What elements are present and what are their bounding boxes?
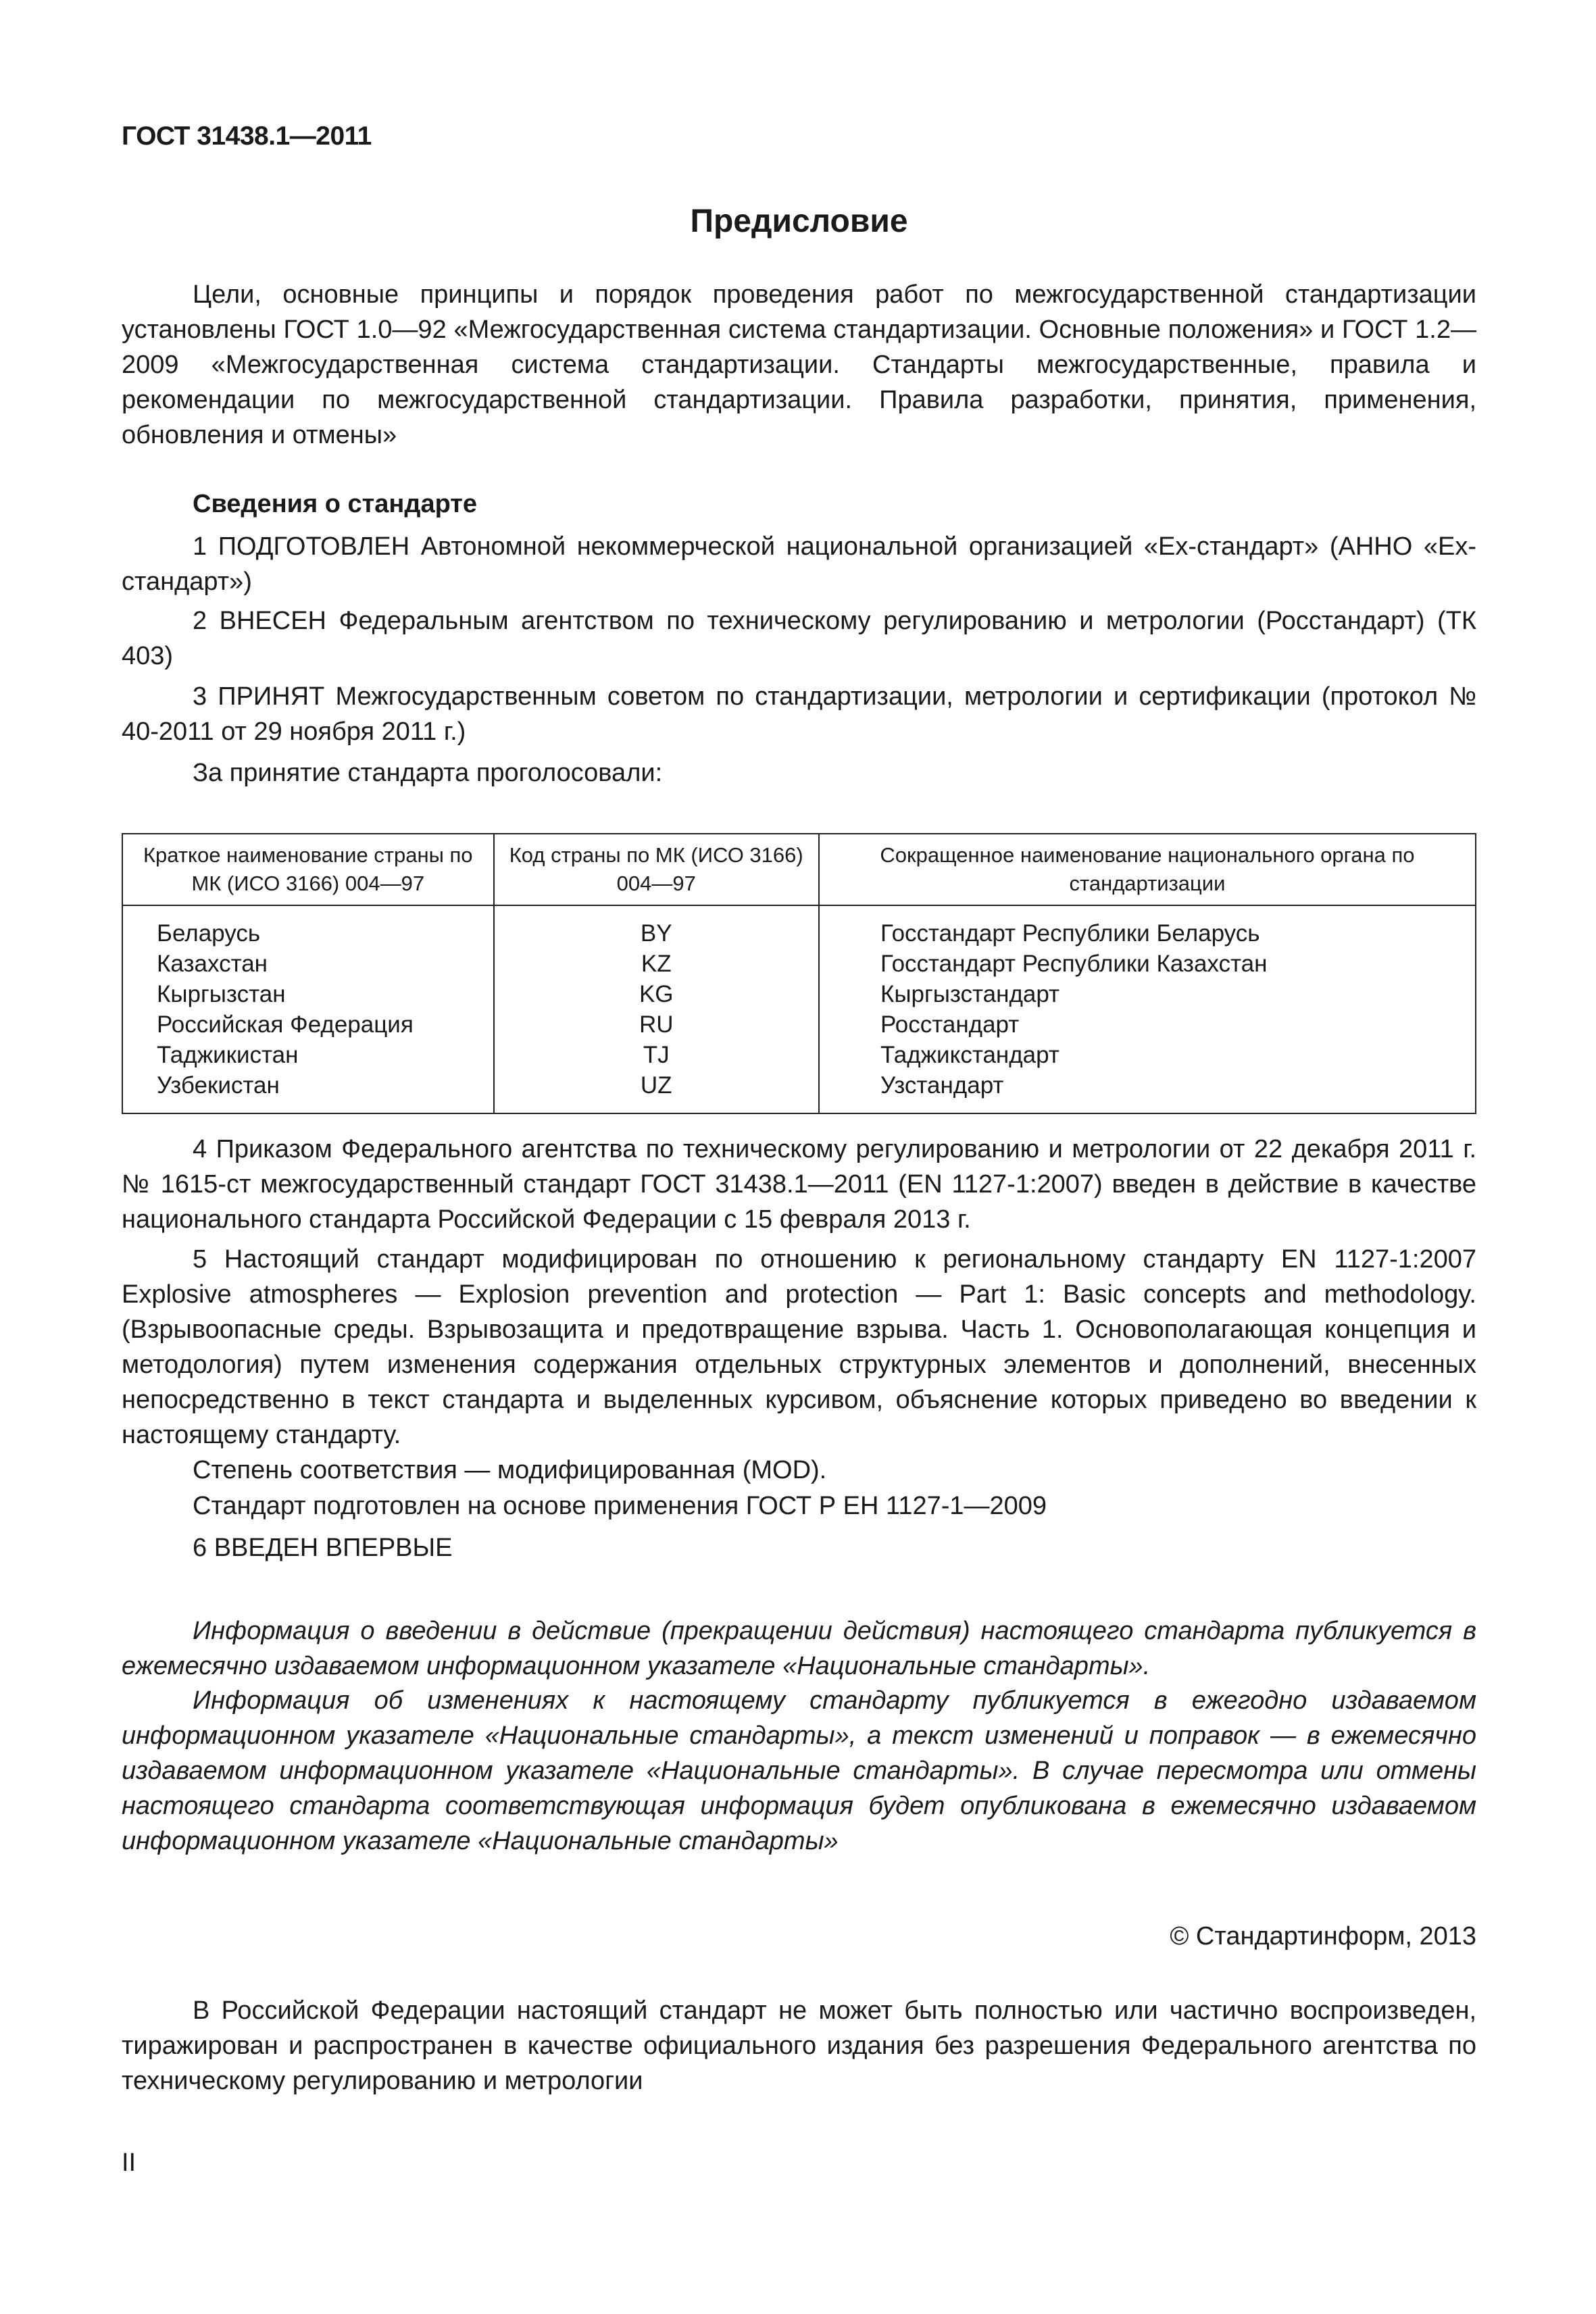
organization-cell: Госстандарт Республики Беларусь [819, 905, 1476, 949]
column-header-organization: Сокращенное наименование национального органа по стандартизации [819, 834, 1476, 905]
page-number: II [122, 2148, 136, 2177]
copyright-line: © Стандартинформ, 2013 [1170, 1922, 1476, 1951]
country-cell: Таджикистан [122, 1040, 494, 1070]
section-heading: Сведения о стандарте [193, 490, 478, 518]
country-cell: Беларусь [122, 905, 494, 949]
item-3-paragraph: 3 ПРИНЯТ Межгосударственным советом по стандартизации, метрологии и сертификации (протокол № 40-2011 от 29 ноября 2011 г.) [122, 682, 1476, 746]
code-cell: KG [494, 979, 819, 1009]
organization-cell: Кыргызстандарт [819, 979, 1476, 1009]
table-row [122, 949, 1476, 979]
column-header-code: Код страны по МК (ИСО 3166) 004—97 [494, 834, 819, 905]
rights-paragraph: В Российской Федерации настоящий стандарт не может быть полностью или частично воспроизведен, тиражирован и распространен в качестве официального издания без разрешения Федерального агентства по техническому регулированию и метрологии [122, 1996, 1476, 2095]
code-cell: KZ [494, 949, 819, 979]
voting-table [122, 833, 1476, 1114]
item-6-paragraph: 6 ВВЕДЕН ВПЕРВЫЕ [193, 1534, 453, 1562]
column-header-country: Краткое наименование страны по МК (ИСО 3166) 004—97 [122, 834, 494, 905]
notice-publication: Информация о введении в действие (прекращении действия) настоящего стандарта публикуется в ежемесячно издаваемом информационном указателе «Национальные стандарты». [122, 1617, 1476, 1680]
item-2-paragraph: 2 ВНЕСЕН Федеральным агентством по техническому регулированию и метрологии (Росстандарт) (ТК 403) [122, 607, 1476, 670]
table-row [122, 979, 1476, 1009]
document-code: ГОСТ 31438.1—2011 [122, 122, 372, 151]
table-row [122, 905, 1476, 949]
table-row [122, 1070, 1476, 1113]
notice-changes: Информация об изменениях к настоящему стандарту публикуется в ежегодно издаваемом информационном указателе «Национальные стандарты», а текст изменений и поправок — в ежемесячно издаваемом информационном указателе «Национальные стандарты». В случае пересмотра или отмены настоящего стандарта соответствующая информация будет опубликована в ежемесячно издаваемом информационном указателе «Национальные стандарты» [122, 1686, 1476, 1855]
organization-cell: Госстандарт Республики Казахстан [819, 949, 1476, 979]
country-cell: Узбекистан [122, 1070, 494, 1113]
code-cell: TJ [494, 1040, 819, 1070]
code-cell: RU [494, 1009, 819, 1040]
country-cell: Кыргызстан [122, 979, 494, 1009]
organization-cell: Узстандарт [819, 1070, 1476, 1113]
country-cell: Казахстан [122, 949, 494, 979]
basis-line: Стандарт подготовлен на основе применения ГОСТ Р ЕН 1127-1—2009 [193, 1492, 1047, 1520]
organization-cell: Таджикстандарт [819, 1040, 1476, 1070]
intro-paragraph: Цели, основные принципы и порядок проведения работ по межгосударственной стандартизации установлены ГОСТ 1.0—92 «Межгосударственная система стандартизации. Основные положения» и ГОСТ 1.2—2009 «Межгосударственная система стандартизации. Стандарты межгосударственные, правила и рекомендации по межгосударственной стандартизации. Правила разработки, принятия, применения, обновления и отмены» [122, 280, 1476, 449]
table-header-row [122, 834, 1476, 905]
voted-caption: За принятие стандарта проголосовали: [193, 759, 663, 787]
item-1-paragraph: 1 ПОДГОТОВЛЕН Автономной некоммерческой национальной организацией «Ех-стандарт» (АННО «Ех-стандарт») [122, 532, 1476, 596]
organization-cell: Росстандарт [819, 1009, 1476, 1040]
item-5-paragraph: 5 Настоящий стандарт модифицирован по отношению к региональному стандарту EN 1127-1:2007 Explosive atmospheres — Explosion prevention and protection — Part 1: Basic concepts and methodology. (Взрывоопасные среды. Взрывозащита и предотвращение взрыва. Часть 1. Основополагающая концепция и методология) путем изменения содержания отдельных структурных элементов и дополнений, внесенных непосредственно в текст стандарта и выделенных курсивом, объяснение которых приведено во введении к настоящему стандарту. [122, 1245, 1476, 1449]
table-row [122, 1009, 1476, 1040]
code-cell: UZ [494, 1070, 819, 1113]
country-cell: Российская Федерация [122, 1009, 494, 1040]
page-title: Предисловие [690, 203, 908, 239]
item-4-paragraph: 4 Приказом Федерального агентства по техническому регулированию и метрологии от 22 декабря 2011 г. № 1615-ст межгосударственный стандарт ГОСТ 31438.1—2011 (EN 1127-1:2007) введен в действие в качестве национального стандарта Российской Федерации с 15 февраля 2013 г. [122, 1135, 1476, 1234]
table-row [122, 1040, 1476, 1070]
conformity-degree-line: Степень соответствия — модифицированная (MOD). [193, 1456, 827, 1484]
code-cell: BY [494, 905, 819, 949]
